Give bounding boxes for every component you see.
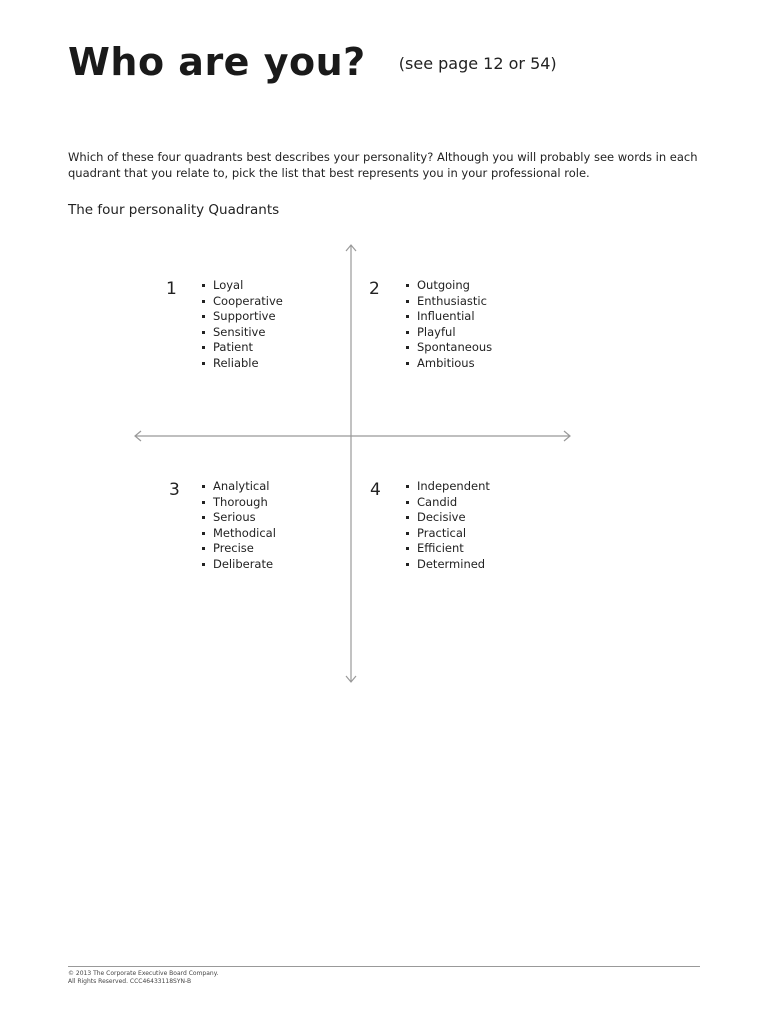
- list-item: Loyal: [201, 278, 283, 294]
- quadrant-1-list: [201, 278, 283, 372]
- list-item: Ambitious: [405, 356, 492, 372]
- page-title: Who are you?: [68, 40, 366, 84]
- list-item: Efficient: [405, 541, 490, 557]
- list-item: Sensitive: [201, 325, 283, 341]
- list-item: Playful: [405, 325, 492, 341]
- quadrant-3-list: [201, 479, 276, 573]
- page-reference: (see page 12 or 54): [398, 54, 557, 73]
- footer-divider: [68, 966, 700, 967]
- list-item: Influential: [405, 309, 492, 325]
- intro-paragraph: Which of these four quadrants best describes your personality? Although you will probably see words in each quadrant that you relate to, pick the list that best represents you in your professional role.: [68, 149, 698, 180]
- list-item: Cooperative: [201, 294, 283, 310]
- footer: [68, 970, 218, 986]
- list-item: Enthusiastic: [405, 294, 492, 310]
- quadrant-3-number: 3: [169, 480, 180, 500]
- quadrant-2-list: [405, 278, 492, 372]
- list-item: Practical: [405, 526, 490, 542]
- list-item: Reliable: [201, 356, 283, 372]
- list-item: Decisive: [405, 510, 490, 526]
- list-item: Outgoing: [405, 278, 492, 294]
- list-item: Independent: [405, 479, 490, 495]
- list-item: Spontaneous: [405, 340, 492, 356]
- list-item: Methodical: [201, 526, 276, 542]
- list-item: Precise: [201, 541, 276, 557]
- list-item: Supportive: [201, 309, 283, 325]
- quadrant-4-list: [405, 479, 490, 573]
- copyright-line: © 2013 The Corporate Executive Board Company.: [68, 970, 219, 977]
- list-item: Serious: [201, 510, 276, 526]
- rights-line: All Rights Reserved. CCC46433118SYN-B: [68, 978, 192, 985]
- list-item: Analytical: [201, 479, 276, 495]
- quadrant-1-number: 1: [166, 279, 177, 299]
- list-item: Deliberate: [201, 557, 276, 573]
- list-item: Patient: [201, 340, 283, 356]
- section-title: The four personality Quadrants: [68, 202, 280, 218]
- list-item: Candid: [405, 495, 490, 511]
- quadrant-2-number: 2: [369, 279, 380, 299]
- list-item: Thorough: [201, 495, 276, 511]
- quadrant-4-number: 4: [370, 480, 381, 500]
- list-item: Determined: [405, 557, 490, 573]
